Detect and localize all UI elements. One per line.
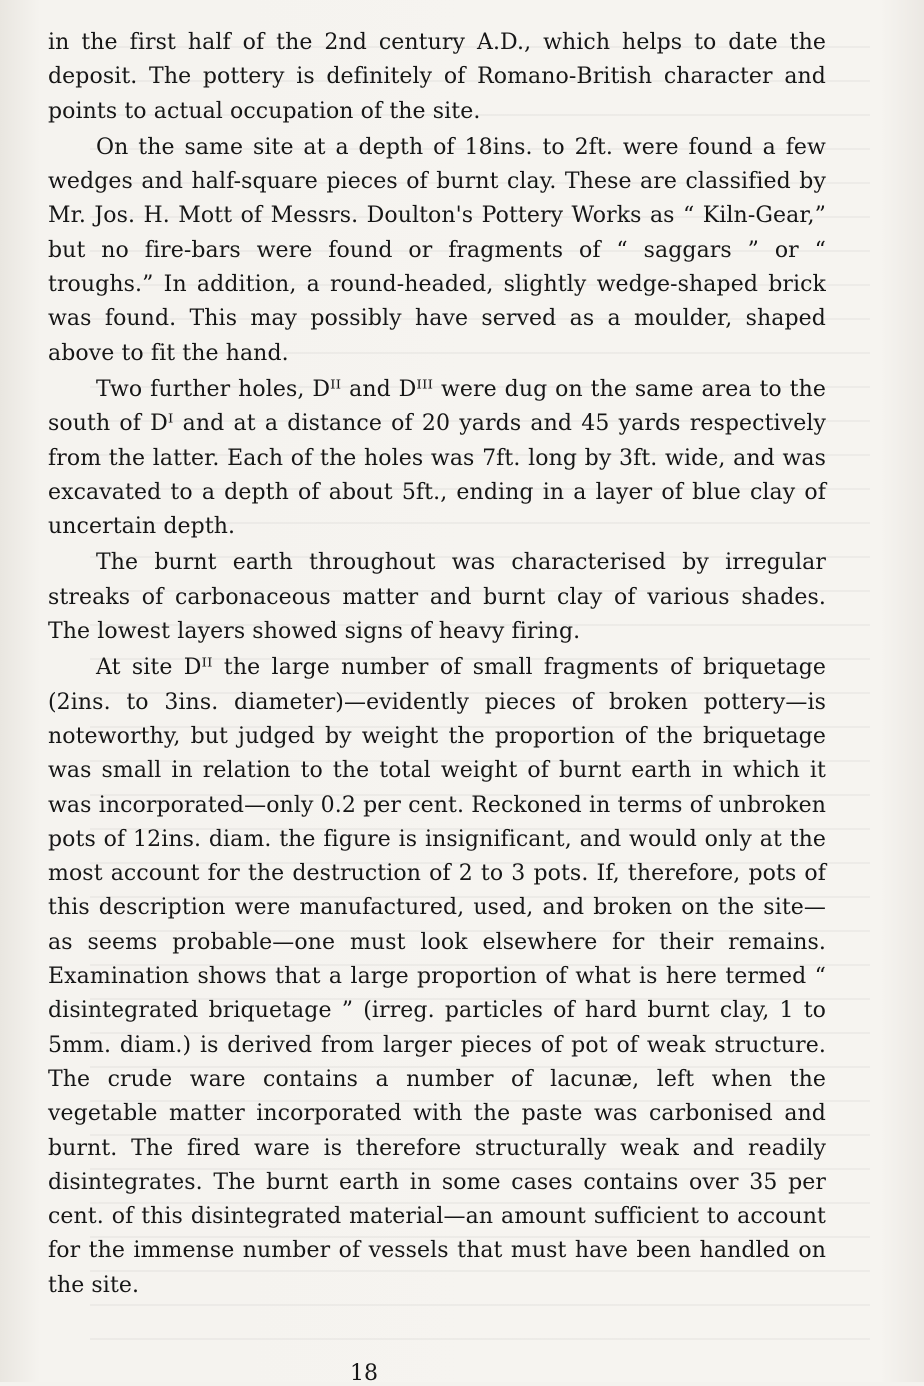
paragraph-further-holes: Two further holes, Dᴵᴵ and Dᴵᴵᴵ were dug on the same area to the south of Dᴵ and at a distance of 20 yards and 45 yards respectively from the latter. Each of the holes was 7ft. long by 3ft. wide, and was excavated to a depth of about 5ft., ending in a layer of blue clay of uncertain depth. — [48, 376, 826, 540]
paragraph-continuation: in the first half of the 2nd century A.D., which helps to date the deposit. The pottery is definitely of Romano-British character and points to actual occupation of the site. — [48, 30, 826, 124]
body-text — [48, 26, 826, 1303]
paragraph-burnt-earth: The burnt earth throughout was characterised by irregular streaks of carbonaceous matter and burnt clay of various shades. The lowest layers showed signs of heavy firing. — [48, 550, 826, 645]
page-number: 18 — [350, 1361, 378, 1386]
paragraph-kiln-gear: On the same site at a depth of 18ins. to 2ft. were found a few wedges and half-square pieces of burnt clay. These are classified by Mr. Jos. H. Mott of Messrs. Doulton's Pottery Works as “ Kiln-Gear,” but no fire-bars were found or fragments of “ saggars ” or “ troughs.” In addition, a round-headed, slightly wedge-shaped brick was found. This may possibly have served as a moulder, shaped above to fit the hand. — [48, 134, 826, 366]
paragraph-briquetage: At site Dᴵᴵ the large number of small fragments of briquetage (2ins. to 3ins. diameter)—evidently pieces of broken pottery—is noteworthy, but judged by weight the proportion of the briquetage was small in relation to the total weight of burnt earth in which it was incorporated—only 0.2 per cent. Reckoned in terms of unbroken pots of 12ins. diam. the figure is insignificant, and would only at the most account for the destruction of 2 to 3 pots. If, therefore, pots of this description were manufactured, used, and broken on the site—as seems probable—one must look elsewhere for their remains. Examination shows that a large proportion of what is here termed “ disintegrated briquetage ” (irreg. particles of hard burnt clay, 1 to 5mm. diam.) is derived from larger pieces of pot of weak structure. The crude ware contains a number of lacunæ, left when the vegetable matter incorporated with the paste was carbonised and burnt. The fired ware is therefore structurally weak and readily disintegrates. The burnt earth in some cases contains over 35 per cent. of this disintegrated material—an amount sufficient to account for the immense number of vessels that must have been handled on the site. — [48, 655, 826, 1298]
